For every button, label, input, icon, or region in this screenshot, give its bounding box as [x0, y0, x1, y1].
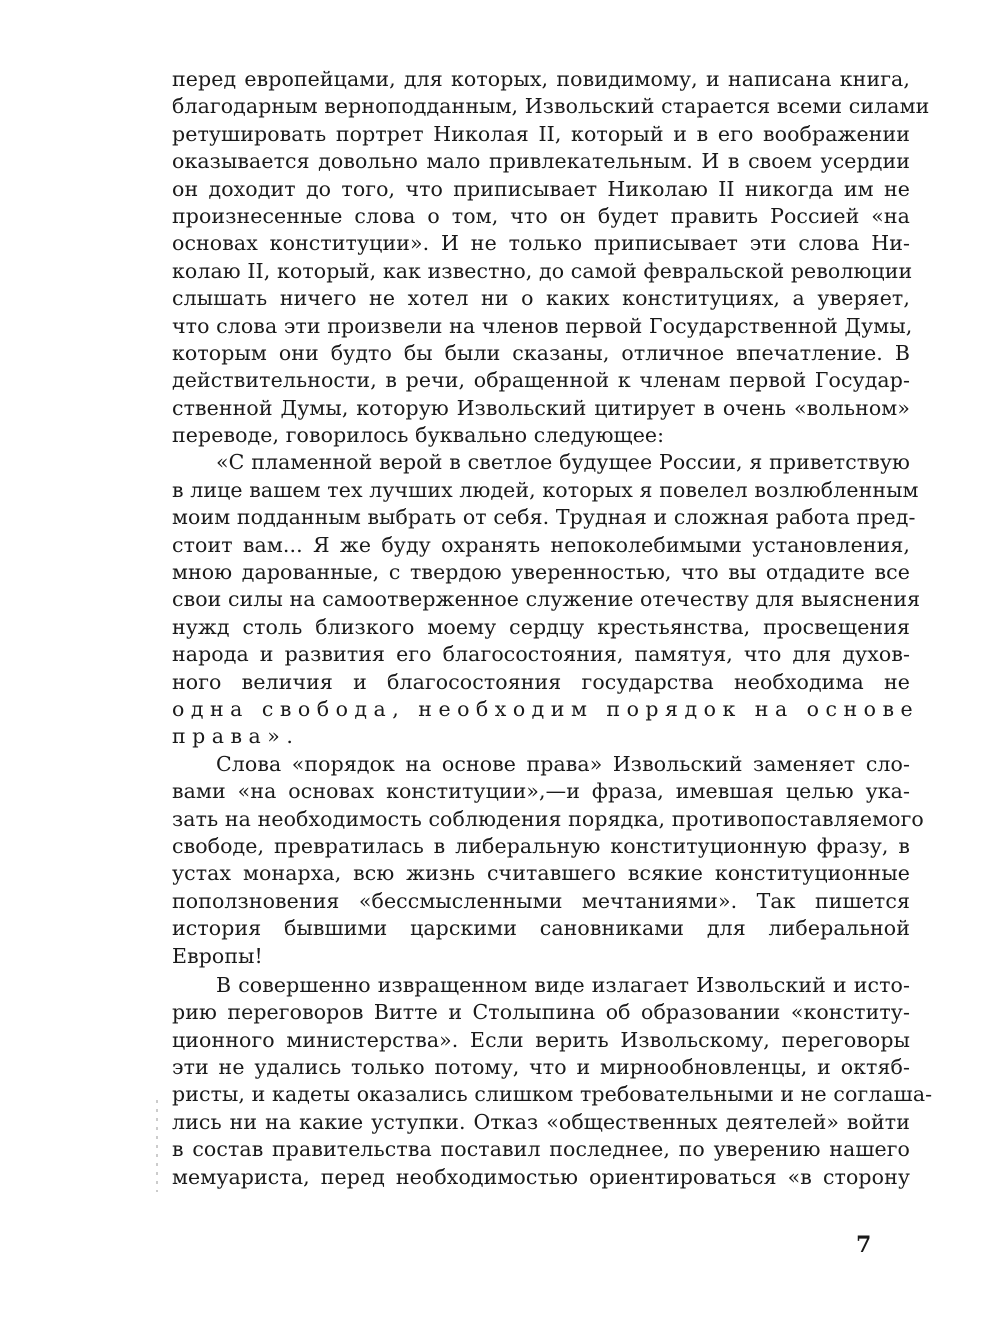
text-line: эти не удались только потому, что и мирнообновленцы, и октяб- [172, 1055, 910, 1080]
text-line: мною дарованные, с твердою уверенностью, что вы отдадите все [172, 560, 910, 585]
text-line: произнесенные слова о том, что он будет править Россией «на [172, 203, 910, 228]
paragraph-3 [172, 751, 924, 970]
page-text [172, 66, 933, 1191]
text-line: права». [172, 724, 300, 749]
text-line: рию переговоров Витте и Столыпина об образовании «конститу- [172, 1000, 910, 1025]
text-line: в лице вашем тех лучших людей, которых я повелел возлюбленным [172, 477, 919, 502]
text-line: ственной Думы, которую Извольский цитирует в очень «вольном» [172, 395, 910, 420]
text-line: свои силы на самоотверженное служение отечеству для выяснения [172, 587, 921, 612]
text-line: ного величия и благосостояния государства необходима не [172, 669, 910, 694]
text-line: история бывшими царскими сановниками для либеральной [172, 916, 910, 941]
text-line: Слова «порядок на основе права» Извольский заменяет сло- [216, 751, 910, 776]
text-line: что слова эти произвели на членов первой Государственной Думы, [172, 313, 913, 338]
text-line: «С пламенной верой в светлое будущее России, я приветствую [216, 450, 910, 475]
text-line: вами «на основах конституции»,—и фраза, имевшая целью ука- [172, 779, 910, 804]
text-line: зать на необходимость соблюдения порядка, противопоставляемого [172, 806, 924, 831]
text-line: ристы, и кадеты оказались слишком требовательными и не соглаша- [172, 1082, 933, 1107]
text-line: лись ни на какие уступки. Отказ «общественных деятелей» войти [172, 1109, 910, 1134]
paragraph-4 [172, 972, 933, 1191]
text-line: народа и развития его благосостояния, памятуя, что для духов- [172, 642, 910, 667]
text-line: устах монарха, всю жизнь считавшего всякие конституционные [172, 861, 910, 886]
text-line: мемуариста, перед необходимостью ориентироваться «в сторону [172, 1164, 910, 1189]
margin-smudge [156, 1100, 158, 1192]
page-number: 7 [856, 1232, 872, 1258]
text-line: переводе, говорилось буквально следующее: [172, 423, 665, 448]
text-line: свободе, превратилась в либеральную конституционную фразу, в [172, 833, 910, 858]
text-line: ционного министерства». Если верить Извольскому, переговоры [172, 1027, 910, 1052]
paragraph-1 [172, 66, 930, 449]
text-line: стоит вам... Я же буду охранять непоколебимыми установления, [172, 532, 910, 557]
text-line: нужд столь близкого моему сердцу крестьянства, просвещения [172, 614, 910, 639]
text-line: Европы! [172, 943, 263, 968]
text-line: поползновения «бессмысленными мечтаниями». Так пишется [172, 888, 910, 913]
text-line: одна свобода, необходим порядок на основе [172, 696, 920, 721]
paragraph-quote [172, 449, 921, 750]
text-line: он доходит до того, что приписывает Николаю II никогда им не [172, 176, 910, 201]
text-line: оказывается довольно мало привлекательным. И в своем усердии [172, 149, 910, 174]
text-line: слышать ничего не хотел ни о каких конституциях, а уверяет, [172, 286, 910, 311]
text-line: перед европейцами, для которых, повидимому, и написана книга, [172, 67, 910, 91]
text-line: моим подданным выбрать от себя. Трудная и сложная работа пред- [172, 505, 916, 530]
text-line: колаю II, который, как известно, до самой февральской революции [172, 258, 913, 283]
text-line: в состав правительства поставил последнее, по уверению нашего [172, 1137, 910, 1162]
text-line: основах конституции». И не только приписывает эти слова Ни- [172, 231, 910, 256]
text-line: В совершенно извращенном виде излагает Извольский и исто- [216, 972, 910, 997]
text-line: действительности, в речи, обращенной к членам первой Государ- [172, 368, 910, 393]
text-line: благодарным верноподданным, Извольский старается всеми силами [172, 94, 930, 119]
text-line: которым они будто бы были сказаны, отличное впечатление. В [172, 340, 910, 365]
text-line: ретушировать портрет Николая II, который и в его воображении [172, 121, 910, 146]
